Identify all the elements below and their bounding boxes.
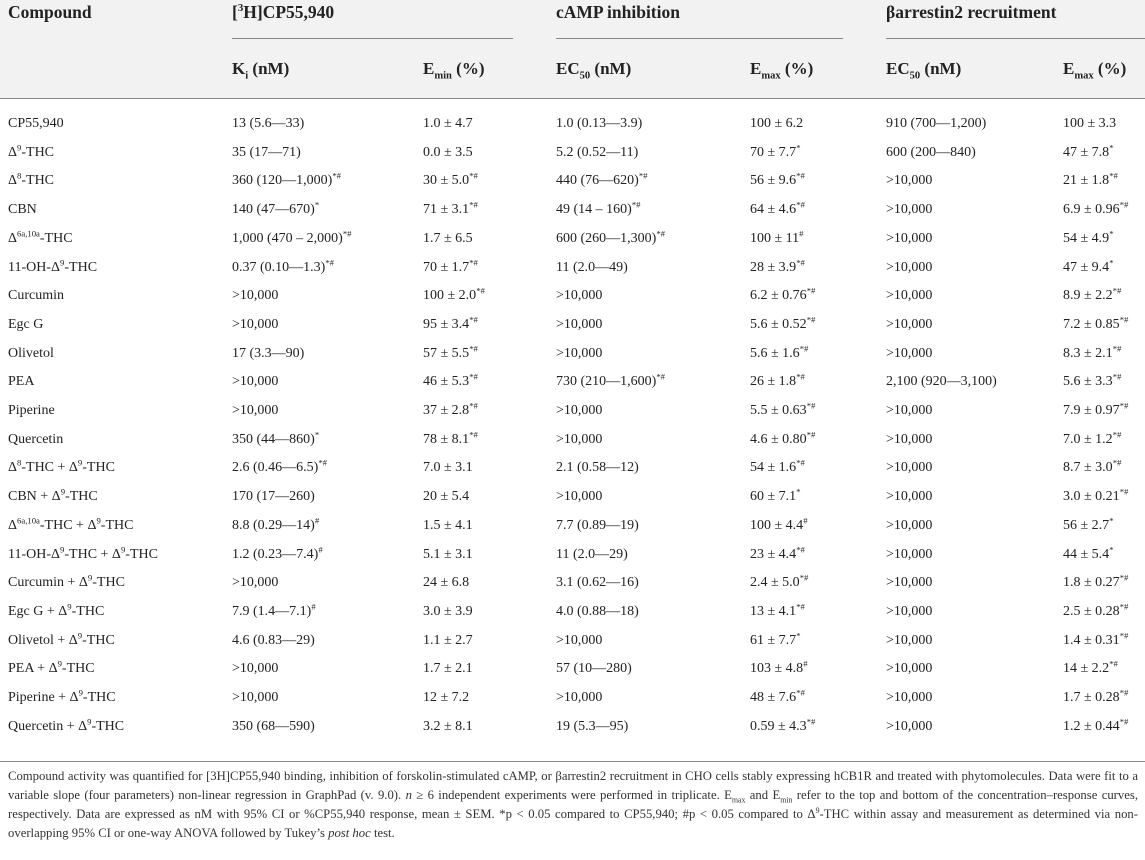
cell-emin: 71 ± 3.1*# bbox=[423, 199, 478, 218]
cell-camp-emax: 100 ± 4.4# bbox=[750, 515, 808, 533]
header-emin: $E_{min}$ (%) bbox=[423, 59, 485, 82]
cell-ki: 1.2 (0.23—7.4)# bbox=[232, 543, 323, 562]
cell-camp-emax: 48 ± 7.6*# bbox=[750, 687, 805, 705]
cell-emin: 3.2 ± 8.1 bbox=[423, 718, 473, 734]
cell-ki: 13 (5.6—33) bbox=[232, 116, 305, 131]
cell-compound: $\Delta^8$-THC + $\Delta^9$-THC bbox=[8, 457, 115, 476]
cell-barr-emax: 47 ± 7.8* bbox=[1063, 142, 1114, 160]
cell-camp-emax: 56 ± 9.6*# bbox=[750, 170, 805, 189]
cell-camp-emax: 100 ± 11# bbox=[750, 228, 804, 246]
cell-barr-emax: 8.7 ± 3.0*# bbox=[1063, 457, 1122, 476]
cell-barr-emax: 56 ± 2.7* bbox=[1063, 515, 1114, 533]
cell-barr-ec50: >10,000 bbox=[886, 718, 933, 734]
cell-camp-emax: 103 ± 4.8# bbox=[750, 658, 808, 677]
cell-barr-ec50: >10,000 bbox=[886, 489, 933, 505]
cell-ki: 4.6 (0.83—29) bbox=[232, 632, 315, 648]
cell-barr-emax: 3.0 ± 0.21*# bbox=[1063, 486, 1129, 505]
cell-emin: 78 ± 8.1*# bbox=[423, 429, 478, 447]
cell-emin: 1.7 ± 6.5 bbox=[423, 230, 473, 246]
cell-camp-ec50: 7.7 (0.89—19) bbox=[556, 517, 639, 533]
cell-barr-emax: 6.9 ± 0.96*# bbox=[1063, 199, 1129, 218]
cell-emin: 100 ± 2.0*# bbox=[423, 285, 485, 304]
cell-compound: CBN + $\Delta^9$-THC bbox=[8, 486, 98, 505]
cell-ki: 350 (68—590) bbox=[232, 718, 315, 734]
cell-ki: >10,000 bbox=[232, 661, 279, 677]
header-divider bbox=[0, 98, 1145, 99]
cell-barr-emax: 8.9 ± 2.2*# bbox=[1063, 285, 1122, 304]
cell-ki: 35 (17—71) bbox=[232, 144, 301, 160]
cell-emin: 1.7 ± 2.1 bbox=[423, 661, 473, 677]
cell-ki: >10,000 bbox=[232, 374, 279, 390]
cell-compound: PEA bbox=[8, 374, 35, 390]
cell-barr-ec50: >10,000 bbox=[886, 661, 933, 677]
cell-camp-emax: 5.6 ± 1.6*# bbox=[750, 342, 809, 361]
cell-camp-ec50: 11 (2.0—49) bbox=[556, 259, 628, 275]
cell-barr-emax: 7.0 ± 1.2*# bbox=[1063, 429, 1122, 447]
cell-camp-ec50: 3.1 (0.62—16) bbox=[556, 575, 639, 591]
cell-barr-ec50: >10,000 bbox=[886, 230, 933, 246]
cell-emin: 1.5 ± 4.1 bbox=[423, 517, 473, 533]
cell-barr-emax: 1.8 ± 0.27*# bbox=[1063, 572, 1129, 591]
cell-camp-ec50: 4.0 (0.88—18) bbox=[556, 603, 639, 619]
cell-camp-ec50: 49 (14 – 160)*# bbox=[556, 199, 641, 218]
cell-compound: Piperine bbox=[8, 403, 55, 418]
cell-camp-ec50: 1.0 (0.13—3.9) bbox=[556, 116, 643, 131]
cell-camp-ec50: >10,000 bbox=[556, 403, 603, 418]
cell-barr-ec50: >10,000 bbox=[886, 288, 933, 304]
cell-barr-emax: 1.2 ± 0.44*# bbox=[1063, 716, 1129, 734]
cell-emin: 30 ± 5.0*# bbox=[423, 170, 478, 189]
cell-barr-emax: 5.6 ± 3.3*# bbox=[1063, 371, 1122, 390]
cell-camp-ec50: 440 (76—620)*# bbox=[556, 170, 648, 189]
cell-emin: 12 ± 7.2 bbox=[423, 690, 470, 705]
header-barrestin-group: βarrestin2 recruitment bbox=[886, 2, 1057, 22]
header-binding-group: [$^3$H]CP55,940 bbox=[232, 2, 335, 22]
table-footnote: Compound activity was quantified for [3H]CP55,940 binding, inhibition of forskolin-stimulated cAMP, or βarrestin2 recruitment in CHO cells stably expressing hCB1R and treated with phytomolecules. Data were fit to a variable slope (four parameters) non-linear regression in GraphPad (v. 9.0). n ≥ 6 independent experiments were performed in triplicate. $E_{max}$ and $E_{min}$ refer to the top and bottom of the concentration–response curves, respectively. Data are expressed as nM with 95% CI or %CP55,940 response, mean ± SEM. *p < 0.05 compared to CP55,940; #p < 0.05 compared to $\Delta^9$-THC within assay and measurement as determined via non-overlapping 95% CI or one-way ANOVA followed by Tukey’s post hoc test. bbox=[8, 769, 1138, 840]
cell-compound: $11-OH-\Delta^9$-THC bbox=[8, 256, 98, 275]
cell-emin: 70 ± 1.7*# bbox=[423, 256, 478, 275]
cell-barr-ec50: >10,000 bbox=[886, 575, 933, 591]
cell-barr-emax: 1.7 ± 0.28*# bbox=[1063, 687, 1129, 705]
cell-barr-ec50: 2,100 (920—3,100) bbox=[886, 374, 997, 390]
cell-ki: >10,000 bbox=[232, 690, 279, 705]
cell-ki: 2.6 (0.46—6.5)*# bbox=[232, 457, 327, 476]
header-compound: Compound bbox=[8, 2, 92, 22]
cell-ki: >10,000 bbox=[232, 403, 279, 418]
cell-barr-emax: 100 ± 3.3 bbox=[1063, 116, 1117, 131]
cell-camp-ec50: >10,000 bbox=[556, 288, 603, 304]
cell-ki: 7.9 (1.4—7.1)# bbox=[232, 601, 316, 619]
cell-camp-ec50: >10,000 bbox=[556, 431, 603, 447]
cell-compound: Quercetin + $\Delta^9$-THC bbox=[8, 716, 125, 734]
cell-barr-ec50: >10,000 bbox=[886, 690, 933, 705]
cell-camp-emax: 100 ± 6.2 bbox=[750, 116, 804, 131]
cell-compound: Curcumin + $\Delta^9$-THC bbox=[8, 572, 125, 591]
cell-compound: CP55,940 bbox=[8, 116, 64, 131]
cell-barr-emax: 1.4 ± 0.31*# bbox=[1063, 629, 1129, 648]
cell-camp-emax: 26 ± 1.8*# bbox=[750, 371, 805, 390]
cell-camp-emax: 70 ± 7.7* bbox=[750, 142, 801, 160]
group-underline-binding bbox=[232, 38, 513, 39]
group-underline-barrestin bbox=[886, 38, 1145, 39]
cell-compound: Olivetol bbox=[8, 345, 54, 361]
cell-emin: 37 ± 2.8*# bbox=[423, 400, 478, 418]
cell-compound: Olivetol + $\Delta^9$-THC bbox=[8, 629, 115, 648]
cell-ki: 0.37 (0.10—1.3)*# bbox=[232, 256, 334, 275]
cell-barr-emax: 7.9 ± 0.97*# bbox=[1063, 400, 1129, 418]
header-barr-emax: $E_{max}$ (%) bbox=[1063, 59, 1127, 82]
header-barr-ec50: $EC_{50}$ (nM) bbox=[886, 59, 962, 82]
cell-ki: 17 (3.3—90) bbox=[232, 345, 305, 361]
cell-compound: Curcumin bbox=[8, 288, 64, 304]
cell-camp-emax: 23 ± 4.4*# bbox=[750, 543, 805, 562]
cell-emin: 0.0 ± 3.5 bbox=[423, 144, 473, 160]
cell-camp-emax: 5.5 ± 0.63*# bbox=[750, 400, 816, 418]
cell-emin: 1.1 ± 2.7 bbox=[423, 632, 473, 648]
cell-compound: $\Delta^8$-THC bbox=[8, 170, 55, 189]
cell-compound: Piperine + $\Delta^9$-THC bbox=[8, 687, 116, 705]
cell-ki: >10,000 bbox=[232, 288, 279, 304]
cell-barr-ec50: 910 (700—1,200) bbox=[886, 116, 987, 131]
cell-camp-emax: 5.6 ± 0.52*# bbox=[750, 314, 816, 332]
cell-camp-ec50: 730 (210—1,600)*# bbox=[556, 371, 665, 390]
cell-barr-emax: 47 ± 9.4* bbox=[1063, 256, 1114, 275]
cell-emin: 7.0 ± 3.1 bbox=[423, 460, 473, 476]
cell-barr-ec50: >10,000 bbox=[886, 546, 933, 562]
cell-camp-emax: 13 ± 4.1*# bbox=[750, 601, 805, 619]
cell-compound: CBN bbox=[8, 202, 37, 218]
cell-camp-emax: 64 ± 4.6*# bbox=[750, 199, 805, 218]
cell-barr-ec50: >10,000 bbox=[886, 603, 933, 619]
cell-emin: 5.1 ± 3.1 bbox=[423, 546, 473, 562]
cell-camp-ec50: 2.1 (0.58—12) bbox=[556, 460, 639, 476]
cell-ki: 170 (17—260) bbox=[232, 489, 315, 505]
cell-barr-emax: 21 ± 1.8*# bbox=[1063, 170, 1118, 189]
cell-barr-emax: 54 ± 4.9* bbox=[1063, 228, 1114, 246]
cell-camp-emax: 0.59 ± 4.3*# bbox=[750, 716, 816, 734]
cell-camp-emax: 28 ± 3.9*# bbox=[750, 256, 805, 275]
cell-camp-ec50: >10,000 bbox=[556, 690, 603, 705]
cell-barr-ec50: >10,000 bbox=[886, 202, 933, 218]
cell-camp-ec50: 19 (5.3—95) bbox=[556, 718, 629, 734]
cell-camp-emax: 6.2 ± 0.76*# bbox=[750, 285, 816, 304]
cell-compound: $\Delta^9$-THC bbox=[8, 142, 55, 160]
cell-barr-ec50: >10,000 bbox=[886, 259, 933, 275]
cell-camp-ec50: 600 (260—1,300)*# bbox=[556, 228, 665, 246]
cell-emin: 3.0 ± 3.9 bbox=[423, 603, 473, 619]
cell-camp-ec50: >10,000 bbox=[556, 345, 603, 361]
cell-barr-ec50: >10,000 bbox=[886, 460, 933, 476]
footer-divider bbox=[0, 761, 1145, 762]
cell-compound: Egc G bbox=[8, 316, 44, 332]
cell-compound: Egc $G + \Delta^9$-THC bbox=[8, 601, 105, 619]
cell-barr-ec50: >10,000 bbox=[886, 517, 933, 533]
cell-camp-ec50: >10,000 bbox=[556, 316, 603, 332]
cell-emin: 95 ± 3.4*# bbox=[423, 314, 478, 332]
cell-emin: 1.0 ± 4.7 bbox=[423, 116, 473, 131]
cell-compound: Quercetin bbox=[8, 431, 64, 447]
cell-camp-emax: 60 ± 7.1* bbox=[750, 486, 801, 505]
header-camp-group: cAMP inhibition bbox=[556, 2, 680, 22]
cell-barr-emax: 8.3 ± 2.1*# bbox=[1063, 342, 1122, 361]
cell-barr-emax: 7.2 ± 0.85*# bbox=[1063, 314, 1129, 332]
cell-camp-emax: 54 ± 1.6*# bbox=[750, 457, 805, 476]
cell-compound: $\Delta^{6a,10a}$-THC + $\Delta^9$-THC bbox=[8, 515, 134, 533]
cell-compound: $\Delta^{6a,10a}$-THC bbox=[8, 228, 73, 246]
cell-camp-ec50: 5.2 (0.52—11) bbox=[556, 144, 639, 160]
cell-ki: 8.8 (0.29—14)# bbox=[232, 515, 320, 533]
cell-emin: 20 ± 5.4 bbox=[423, 489, 470, 505]
group-underline-camp bbox=[556, 38, 843, 39]
cell-barr-ec50: >10,000 bbox=[886, 431, 933, 447]
cell-barr-ec50: >10,000 bbox=[886, 316, 933, 332]
cell-emin: 46 ± 5.3*# bbox=[423, 371, 478, 390]
cell-barr-ec50: 600 (200—840) bbox=[886, 144, 976, 160]
cell-ki: >10,000 bbox=[232, 575, 279, 591]
header-ki: $K_i$ (nM) bbox=[232, 59, 290, 82]
cell-ki: 140 (47—670)* bbox=[232, 199, 320, 218]
cell-barr-emax: 14 ± 2.2*# bbox=[1063, 658, 1118, 677]
cell-ki: 350 (44—860)* bbox=[232, 429, 320, 447]
cell-barr-emax: 44 ± 5.4* bbox=[1063, 543, 1114, 562]
cell-camp-ec50: 57 (10—280) bbox=[556, 661, 632, 677]
cell-camp-ec50: 11 (2.0—29) bbox=[556, 546, 628, 562]
cell-compound: PEA + $\Delta^9$-THC bbox=[8, 658, 95, 677]
cell-barr-ec50: >10,000 bbox=[886, 173, 933, 189]
cell-camp-emax: 61 ± 7.7* bbox=[750, 629, 801, 648]
cell-camp-ec50: >10,000 bbox=[556, 632, 603, 648]
cell-barr-emax: 2.5 ± 0.28*# bbox=[1063, 601, 1129, 619]
cell-emin: 57 ± 5.5*# bbox=[423, 342, 478, 361]
cell-camp-emax: 2.4 ± 5.0*# bbox=[750, 572, 809, 591]
cell-barr-ec50: >10,000 bbox=[886, 403, 933, 418]
cell-camp-ec50: >10,000 bbox=[556, 489, 603, 505]
cell-barr-ec50: >10,000 bbox=[886, 345, 933, 361]
header-camp-emax: $E_{max}$ (%) bbox=[750, 59, 814, 82]
cell-barr-ec50: >10,000 bbox=[886, 632, 933, 648]
cell-camp-emax: 4.6 ± 0.80*# bbox=[750, 429, 816, 447]
header-camp-ec50: $EC_{50}$ (nM) bbox=[556, 59, 632, 82]
cell-ki: >10,000 bbox=[232, 316, 279, 332]
cell-emin: 24 ± 6.8 bbox=[423, 575, 470, 591]
cell-ki: 360 (120—1,000)*# bbox=[232, 170, 341, 189]
cell-ki: 1,000 (470 – 2,000)*# bbox=[232, 228, 352, 246]
cell-compound: $11-OH-\Delta^9$-THC + $\Delta^9$-THC bbox=[8, 543, 158, 562]
